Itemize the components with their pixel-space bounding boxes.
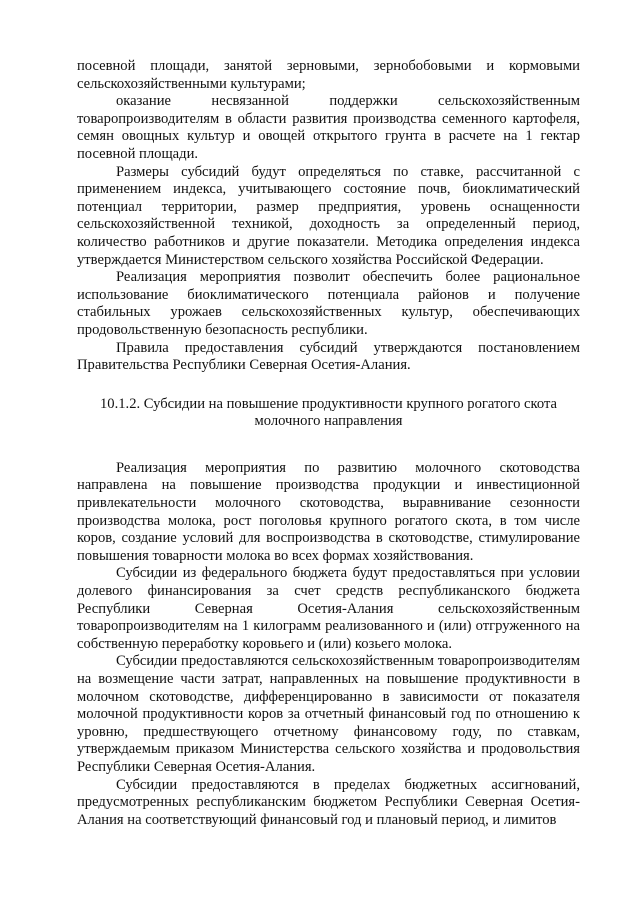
- paragraph-dairy-development: Реализация мероприятия по развитию молочного скотоводства направлена на повышение производства продукции и инвестиционной привлекательности молочного скотоводства, выравнивание сезонности производства молока, рост поголовья крупного рогатого скота, в том числе коров, создание условий для воспроизводства в скотоводстве, стимулирование повышения товарности молока во всех формах хозяйствования.: [77, 459, 580, 564]
- paragraph-subsidy-size: Размеры субсидий будут определяться по ставке, рассчитанной с применением индекса, учитывающего состояние почв, биоклиматический потенциал территории, размер предприятия, уровень оснащенности сельскохозяйственной техникой, доходность за определенный период, количество работников и другие показатели. Методика определения индекса утверждается Министерством сельского хозяйства Российской Федерации.: [77, 163, 580, 268]
- paragraph-budget-limits: Субсидии предоставляются в пределах бюджетных ассигнований, предусмотренных республиканским бюджетом Республики Северная Осетия-Алания на соответствующий финансовый год и плановый период, и лимитов: [77, 776, 580, 828]
- heading-spacer: [77, 431, 580, 460]
- paragraph-rules: Правила предоставления субсидий утверждаются постановлением Правительства Республики Северная Осетия-Алания.: [77, 339, 580, 374]
- paragraph-implementation: Реализация мероприятия позволит обеспечить более рациональное использование биоклиматического потенциала районов и получение стабильных урожаев сельскохозяйственных культур, обеспечивающих продовольственную безопасность республики.: [77, 269, 580, 338]
- paragraph-continuation: посевной площади, занятой зерновыми, зернобобовыми и кормовыми сельскохозяйственными культурами;: [77, 58, 580, 92]
- paragraph-federal-subsidies: Субсидии из федерального бюджета будут предоставляться при условии долевого финансирования за счет средств республиканского бюджета Республики Северная Осетия-Алания сельскохозяйственным товаропроизводителям на 1 килограмм реализованного и (или) отгруженного на собственную переработку коровьего и (или) козьего молока.: [77, 565, 580, 652]
- document-page: [77, 58, 580, 829]
- paragraph-cost-reimbursement: Субсидии предоставляются сельскохозяйственным товаропроизводителям на возмещение части затрат, направленных на повышение продуктивности в молочном скотоводстве, дифференцированно в зависимости от показателя молочной продуктивности коров за отчетный финансовый год по отношению к уровню, предшествующего отчетному финансовому году, по ставкам, утверждаемым приказом Министерства сельского хозяйства и продовольствия Республики Северная Осетия-Алания.: [77, 653, 580, 775]
- paragraph-unbound-support: оказание несвязанной поддержки сельскохозяйственным товаропроизводителям в области развития производства семенного картофеля, семян овощных культур и овощей открытого грунта в расчете на 1 гектар посевной площади.: [77, 93, 580, 162]
- section-heading: 10.1.2. Субсидии на повышение продуктивности крупного рогатого скота молочного направления: [100, 395, 557, 430]
